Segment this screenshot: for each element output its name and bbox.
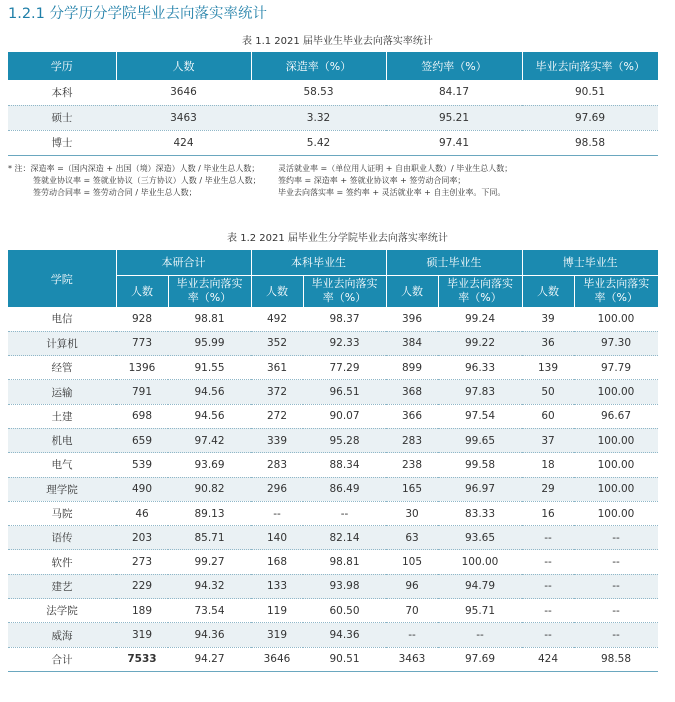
- table-row: [8, 623, 658, 647]
- table2-cell: 18: [522, 453, 574, 477]
- table-row: [8, 526, 658, 550]
- note-line: 毕业去向落实率 = 签约率 + 灵活就业率 + 自主创业率。下同。: [278, 188, 506, 197]
- table-row: [8, 453, 658, 477]
- table2-cell: 威海: [8, 623, 116, 647]
- table2-cell: 3463: [386, 647, 438, 671]
- table2-cell: --: [522, 550, 574, 574]
- table-row: [8, 647, 658, 671]
- table2-cell: 77.29: [303, 356, 386, 380]
- table2-cell: 98.81: [168, 307, 251, 331]
- table2-subheader-rate: 毕业去向落实率（%）: [168, 275, 251, 307]
- table1-cell: 84.17: [386, 80, 522, 105]
- table2-subheader-count: 人数: [251, 275, 303, 307]
- table2-cell: 94.27: [168, 647, 251, 671]
- table2-cell: 296: [251, 477, 303, 501]
- table2-cell: 424: [522, 647, 574, 671]
- table2-cell: 95.28: [303, 428, 386, 452]
- table2-cell: 98.81: [303, 550, 386, 574]
- table2-cell: 94.79: [438, 574, 522, 598]
- table1-cell: 3646: [116, 80, 251, 105]
- table2-cell: 100.00: [574, 501, 658, 525]
- table2-cell: 计算机: [8, 331, 116, 355]
- table2-cell: --: [522, 574, 574, 598]
- table2-cell: 93.69: [168, 453, 251, 477]
- table2-cell: 165: [386, 477, 438, 501]
- table2-cell: 100.00: [574, 428, 658, 452]
- table-row: [8, 80, 658, 105]
- table2-cell: 319: [116, 623, 168, 647]
- table2-cell: 93.65: [438, 526, 522, 550]
- table2-subheader-count: 人数: [116, 275, 168, 307]
- table2-cell: 97.83: [438, 380, 522, 404]
- table2-cell: --: [574, 526, 658, 550]
- table2-cell: 95.99: [168, 331, 251, 355]
- table2-cell: 105: [386, 550, 438, 574]
- note-line: 签约率 = 深造率 + 签就业协议率 + 签劳动合同率；: [278, 176, 466, 185]
- table2-cell: 140: [251, 526, 303, 550]
- table2-cell: 96.67: [574, 404, 658, 428]
- table2-cell: --: [574, 574, 658, 598]
- table-row: [8, 380, 658, 404]
- table2-cell: 机电: [8, 428, 116, 452]
- table2-cell: 96.33: [438, 356, 522, 380]
- table-row: [8, 501, 658, 525]
- table1-cell: 95.21: [386, 105, 522, 130]
- table2-cell: 99.22: [438, 331, 522, 355]
- table2-cell: 经管: [8, 356, 116, 380]
- table1-cell: 90.51: [522, 80, 658, 105]
- table2-cell: 94.36: [168, 623, 251, 647]
- table2-subheader-rate: 毕业去向落实率（%）: [574, 275, 658, 307]
- table2-cell: 97.30: [574, 331, 658, 355]
- table2-cell: 97.54: [438, 404, 522, 428]
- table2-cell: 96: [386, 574, 438, 598]
- table2-cell: 229: [116, 574, 168, 598]
- table2-cell: 73.54: [168, 599, 251, 623]
- table2-cell: 90.51: [303, 647, 386, 671]
- table2-cell: 698: [116, 404, 168, 428]
- table2-cell: --: [522, 526, 574, 550]
- table2-cell: 60: [522, 404, 574, 428]
- section-title: 1.2.1 分学历分学院毕业去向落实率统计: [8, 6, 268, 22]
- table-row: [8, 105, 658, 130]
- table2-cell: --: [303, 501, 386, 525]
- table2-cell: 3646: [251, 647, 303, 671]
- table2-cell: 7533: [116, 647, 168, 671]
- table2-cell: 98.37: [303, 307, 386, 331]
- table-row: [8, 130, 658, 155]
- table2-cell: 理学院: [8, 477, 116, 501]
- table2-cell: 100.00: [574, 453, 658, 477]
- table-row: [8, 599, 658, 623]
- note-line: 签就业协议率 = 签就业协议（三方协议）人数 / 毕业生总人数；: [33, 176, 261, 185]
- table2-header-college: 学院: [8, 250, 116, 307]
- table2-cell: 语传: [8, 526, 116, 550]
- table2-cell: --: [386, 623, 438, 647]
- table2-cell: 283: [251, 453, 303, 477]
- table2-cell: --: [251, 501, 303, 525]
- table2: [8, 250, 658, 672]
- table2-cell: 100.00: [438, 550, 522, 574]
- table2-group-master: 硕士毕业生: [386, 250, 522, 275]
- table2-cell: 90.07: [303, 404, 386, 428]
- note-line: 灵活就业率 =（单位用人证明 + 自由职业人数）/ 毕业生总人数；: [278, 164, 513, 173]
- note-line: * 注：深造率 =（国内深造 + 出国（境）深造）人数 / 毕业生总人数；: [8, 164, 260, 173]
- table2-cell: 97.42: [168, 428, 251, 452]
- table2-cell: 90.82: [168, 477, 251, 501]
- table1: [8, 52, 658, 156]
- table2-cell: 94.32: [168, 574, 251, 598]
- table2-cell: 96.51: [303, 380, 386, 404]
- table1-cell: 97.69: [522, 105, 658, 130]
- table2-cell: 46: [116, 501, 168, 525]
- table1-cell: 博士: [8, 130, 116, 155]
- table2-cell: 92.33: [303, 331, 386, 355]
- table2-cell: 37: [522, 428, 574, 452]
- table2-cell: 659: [116, 428, 168, 452]
- table2-cell: 539: [116, 453, 168, 477]
- table2-cell: 490: [116, 477, 168, 501]
- table2-cell: 133: [251, 574, 303, 598]
- table2-cell: 899: [386, 356, 438, 380]
- table2-subheader-rate: 毕业去向落实率（%）: [438, 275, 522, 307]
- table2-cell: 791: [116, 380, 168, 404]
- table-row: [8, 356, 658, 380]
- table2-cell: 91.55: [168, 356, 251, 380]
- table2-cell: 85.71: [168, 526, 251, 550]
- table2-cell: 93.98: [303, 574, 386, 598]
- table1-header-placement: 毕业去向落实率（%）: [522, 52, 658, 80]
- table2-cell: 368: [386, 380, 438, 404]
- table2-cell: 119: [251, 599, 303, 623]
- table2-cell: 合计: [8, 647, 116, 671]
- table2-cell: 60.50: [303, 599, 386, 623]
- table1-header-count: 人数: [116, 52, 251, 80]
- table2-cell: 97.79: [574, 356, 658, 380]
- table2-cell: 电气: [8, 453, 116, 477]
- table2-cell: 168: [251, 550, 303, 574]
- table2-cell: 773: [116, 331, 168, 355]
- table2-cell: 361: [251, 356, 303, 380]
- table2-cell: 土建: [8, 404, 116, 428]
- table2-cell: 82.14: [303, 526, 386, 550]
- table2-cell: 软件: [8, 550, 116, 574]
- table2-cell: 319: [251, 623, 303, 647]
- table2-cell: 100.00: [574, 477, 658, 501]
- table2-cell: 89.13: [168, 501, 251, 525]
- table2-cell: 70: [386, 599, 438, 623]
- table1-cell: 58.53: [251, 80, 386, 105]
- table2-cell: 法学院: [8, 599, 116, 623]
- table2-cell: 94.56: [168, 404, 251, 428]
- table2-cell: 36: [522, 331, 574, 355]
- table2-cell: 372: [251, 380, 303, 404]
- table2-cell: 94.56: [168, 380, 251, 404]
- table2-cell: 283: [386, 428, 438, 452]
- table2-cell: --: [522, 623, 574, 647]
- table1-cell: 3.32: [251, 105, 386, 130]
- table2-cell: 100.00: [574, 307, 658, 331]
- table2-cell: 94.36: [303, 623, 386, 647]
- table2-cell: 96.97: [438, 477, 522, 501]
- table2-cell: 238: [386, 453, 438, 477]
- table1-header-degree: 学历: [8, 52, 116, 80]
- table2-subheader-rate: 毕业去向落实率（%）: [303, 275, 386, 307]
- table-row: [8, 477, 658, 501]
- table2-cell: 97.69: [438, 647, 522, 671]
- table1-cell: 98.58: [522, 130, 658, 155]
- table2-cell: 建艺: [8, 574, 116, 598]
- table1-cell: 本科: [8, 80, 116, 105]
- table2-cell: 39: [522, 307, 574, 331]
- table2-cell: 电信: [8, 307, 116, 331]
- table2-cell: 273: [116, 550, 168, 574]
- table2-cell: 99.58: [438, 453, 522, 477]
- table2-cell: 30: [386, 501, 438, 525]
- table-row: [8, 550, 658, 574]
- table2-caption: 表 1.2 2021 届毕业生分学院毕业去向落实率统计: [227, 233, 448, 244]
- table-row: [8, 331, 658, 355]
- table2-cell: 339: [251, 428, 303, 452]
- table2-cell: 928: [116, 307, 168, 331]
- table2-cell: --: [574, 550, 658, 574]
- table1-header-further-study: 深造率（%）: [251, 52, 386, 80]
- table2-cell: 99.65: [438, 428, 522, 452]
- table2-cell: 384: [386, 331, 438, 355]
- table1-cell: 3463: [116, 105, 251, 130]
- table2-cell: 99.24: [438, 307, 522, 331]
- table2-cell: 352: [251, 331, 303, 355]
- table2-group-undergrad: 本科毕业生: [251, 250, 386, 275]
- table2-cell: 139: [522, 356, 574, 380]
- table-row: [8, 307, 658, 331]
- table2-cell: --: [522, 599, 574, 623]
- table2-group-doctor: 博士毕业生: [522, 250, 658, 275]
- table2-group-total: 本研合计: [116, 250, 251, 275]
- table-row: [8, 574, 658, 598]
- table1-cell: 5.42: [251, 130, 386, 155]
- table2-subheader-count: 人数: [522, 275, 574, 307]
- table2-cell: 29: [522, 477, 574, 501]
- table2-cell: 1396: [116, 356, 168, 380]
- table2-cell: 16: [522, 501, 574, 525]
- table2-cell: 492: [251, 307, 303, 331]
- table2-cell: 99.27: [168, 550, 251, 574]
- table2-cell: 63: [386, 526, 438, 550]
- table2-cell: --: [438, 623, 522, 647]
- table2-cell: 83.33: [438, 501, 522, 525]
- table1-cell: 97.41: [386, 130, 522, 155]
- table-row: [8, 404, 658, 428]
- table2-cell: 100.00: [574, 380, 658, 404]
- table2-cell: 86.49: [303, 477, 386, 501]
- table2-cell: 203: [116, 526, 168, 550]
- table1-cell: 硕士: [8, 105, 116, 130]
- table2-cell: 95.71: [438, 599, 522, 623]
- table1-header-contract: 签约率（%）: [386, 52, 522, 80]
- table1-caption: 表 1.1 2021 届毕业生毕业去向落实率统计: [242, 36, 433, 47]
- table2-cell: 189: [116, 599, 168, 623]
- table1-cell: 424: [116, 130, 251, 155]
- table2-cell: 366: [386, 404, 438, 428]
- table-row: [8, 428, 658, 452]
- table2-cell: 88.34: [303, 453, 386, 477]
- table2-cell: 396: [386, 307, 438, 331]
- table2-cell: 98.58: [574, 647, 658, 671]
- table2-cell: 马院: [8, 501, 116, 525]
- table2-cell: --: [574, 623, 658, 647]
- table2-subheader-count: 人数: [386, 275, 438, 307]
- table2-cell: 运输: [8, 380, 116, 404]
- table2-cell: --: [574, 599, 658, 623]
- table2-cell: 50: [522, 380, 574, 404]
- note-line: 签劳动合同率 = 签劳动合同 / 毕业生总人数；: [33, 188, 197, 197]
- table2-cell: 272: [251, 404, 303, 428]
